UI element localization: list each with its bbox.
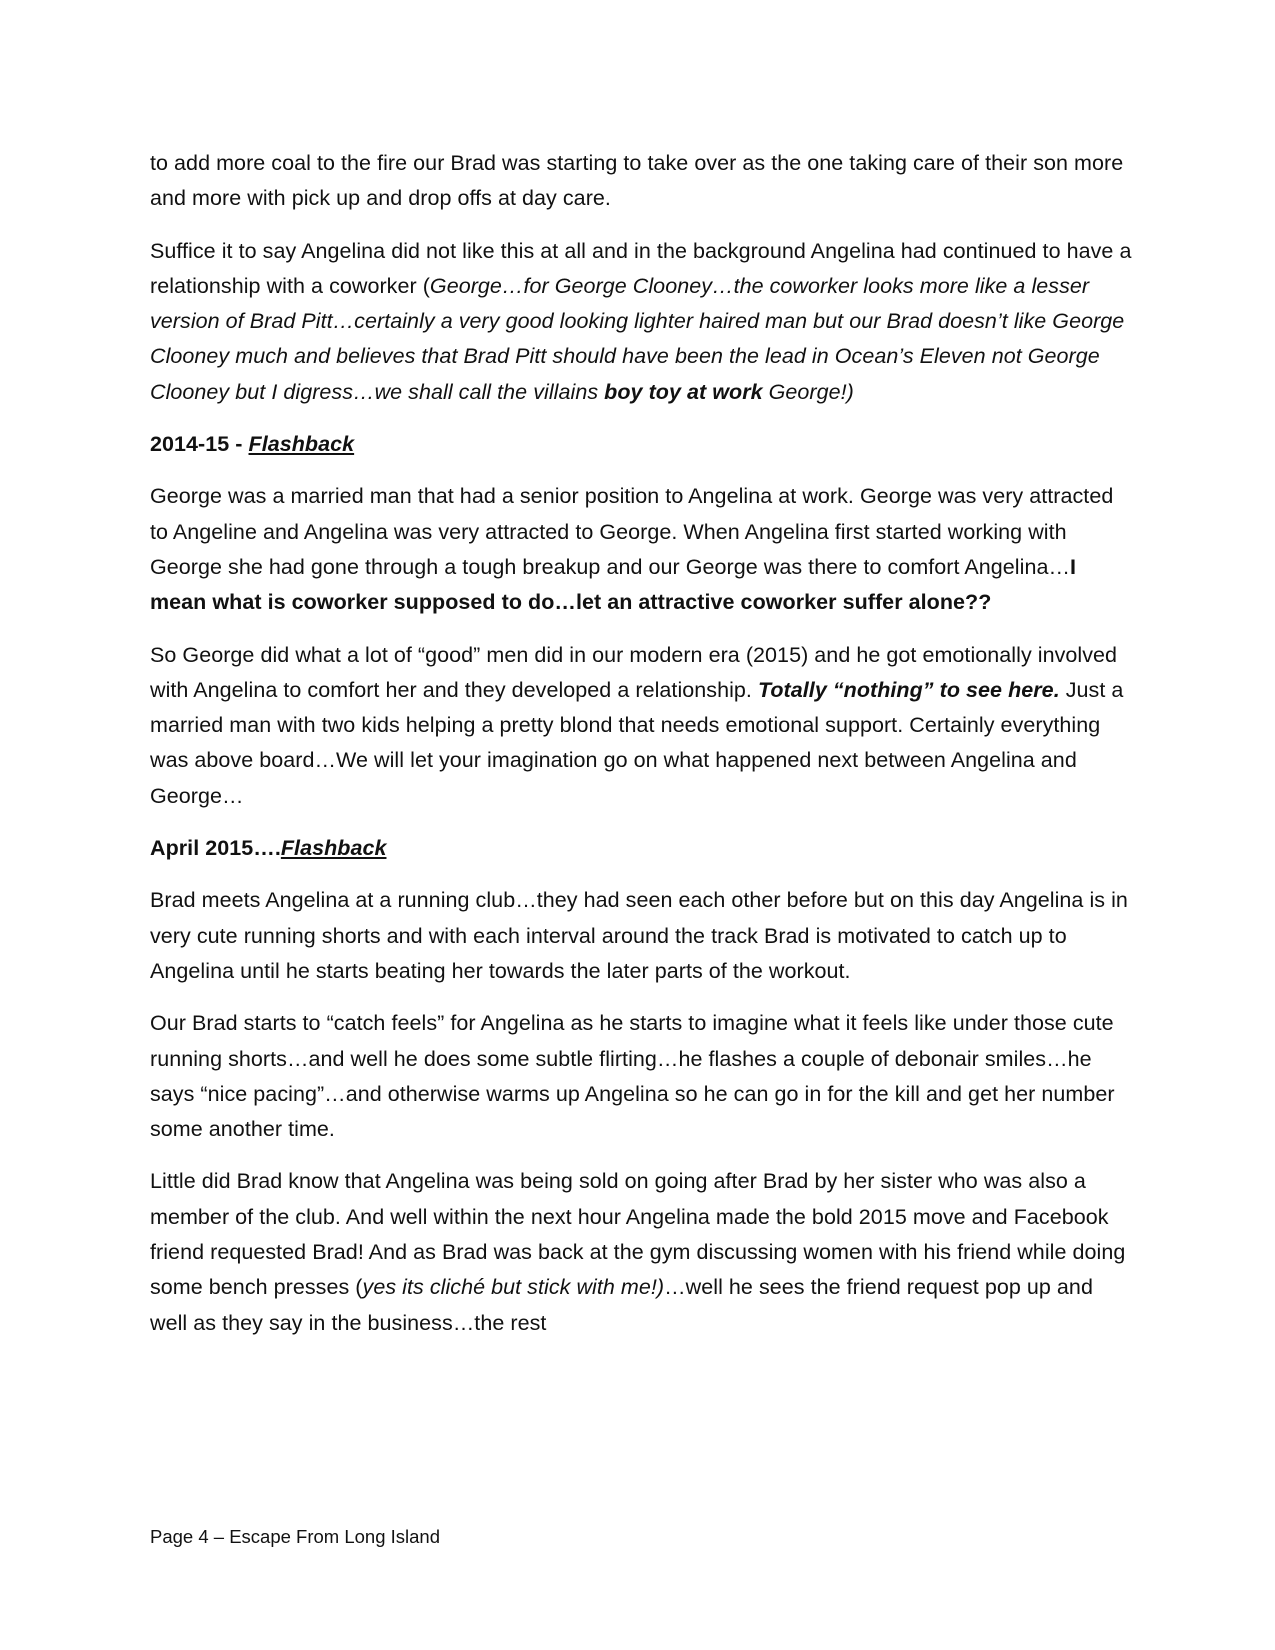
heading-2-prefix: April 2015….	[150, 836, 281, 861]
paragraph-3-text-a: George was a married man that had a senior position to Angelina at work. George was very attracted to Angeline and Angelina was very attracted to George. When Angelina first started working with George she had gone through a tough breakup and our George was there to comfort Angelina…	[150, 484, 1114, 579]
page-footer	[150, 1524, 440, 1550]
paragraph-3	[150, 479, 1135, 620]
document-body	[150, 146, 1135, 1358]
section-heading-2014-15	[150, 427, 1135, 462]
paragraph-6	[150, 1006, 1135, 1147]
paragraph-4	[150, 638, 1135, 814]
section-heading-april-2015	[150, 831, 1135, 866]
paragraph-1-text: to add more coal to the fire our Brad was starting to take over as the one taking care of their son more and more with pick up and drop offs at day care.	[150, 151, 1124, 211]
paragraph-4-bold-italic-phrase: Totally “nothing” to see here.	[757, 677, 1060, 702]
paragraph-2-text-a: Suffice it to say Angelina did not like this at all and in the background Angelina had continued to have a relationship with a coworker (	[150, 238, 1132, 298]
paragraph-2	[150, 234, 1135, 410]
paragraph-7-italic-aside: yes its cliché but stick with me!)	[362, 1275, 665, 1300]
heading-2-flashback: Flashback	[280, 836, 387, 861]
paragraph-4-text-c: Just a married man with two kids helping a pretty blond that needs emotional support. Certainly everything was above board…We will let your imagination go on what happened next between Angelina and George…	[150, 677, 1124, 808]
paragraph-2-text-d: George!)	[762, 379, 854, 404]
paragraph-6-text: Our Brad starts to “catch feels” for Angelina as he starts to imagine what it feels like under those cute running shorts…and well he does some subtle flirting…he flashes a couple of debonair smiles…he says “nice pacing”…and otherwise warms up Angelina so he can go in for the kill and get her number some another time.	[150, 1011, 1115, 1142]
paragraph-5	[150, 883, 1135, 989]
heading-1-flashback: Flashback	[248, 432, 355, 457]
paragraph-7	[150, 1164, 1135, 1340]
paragraph-7-text-a: Little did Brad know that Angelina was being sold on going after Brad by her sister who was also a member of the club. And well within the next hour Angelina made the bold 2015 move and Facebook friend requested Brad! And as Brad was back at the gym discussing women with his friend while doing some bench presses (	[150, 1169, 1126, 1300]
paragraph-4-text-a: So George did what a lot of “good” men did in our modern era (2015) and he got emotionally involved with Angelina to comfort her and they developed a relationship.	[150, 642, 1118, 702]
page-footer-text: Page 4 – Escape From Long Island	[150, 1526, 441, 1547]
paragraph-2-bold-phrase: boy toy at work	[604, 379, 763, 404]
paragraph-7-text-c: …well he sees the friend request pop up and well as they say in the business…the rest	[150, 1275, 1093, 1335]
heading-1-prefix: 2014-15 -	[150, 432, 249, 457]
paragraph-2-text-b: George…for George Clooney…the coworker looks more like a lesser version of Brad Pitt…certainly a very good looking lighter haired man but our Brad doesn’t like George Clooney much and believes that Brad Pitt should have been the lead in Ocean’s Eleven not George Clooney but I digress…we shall call the villains	[150, 273, 1125, 404]
paragraph-1	[150, 146, 1135, 217]
paragraph-5-text: Brad meets Angelina at a running club…they had seen each other before but on this day Angelina is in very cute running shorts and with each interval around the track Brad is motivated to catch up to Angelina until he starts beating her towards the later parts of the workout.	[150, 888, 1128, 983]
paragraph-3-bold-phrase: I mean what is coworker supposed to do…let an attractive coworker suffer alone??	[150, 554, 1077, 615]
